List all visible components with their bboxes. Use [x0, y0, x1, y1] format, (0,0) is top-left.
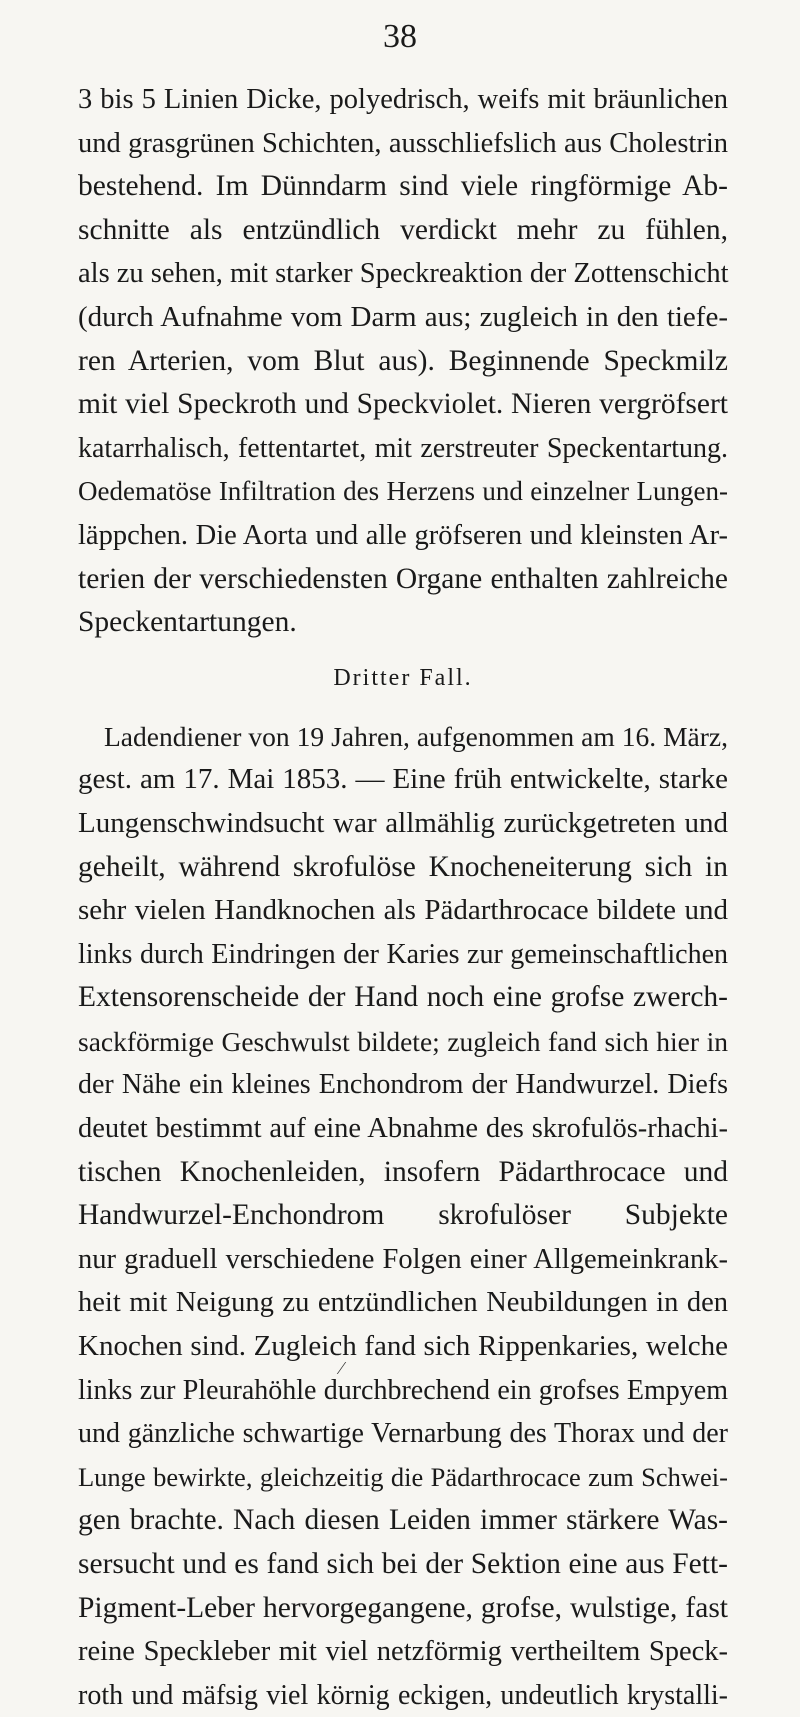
- text-line: reine Speckleber mit viel netzförmig vertheiltem Speck-: [78, 1636, 728, 1668]
- text-line: Extensorenscheide der Hand noch eine grofse zwerch-: [78, 981, 728, 1014]
- text-line: gest. am 17. Mai 1853. — Eine früh entwickelte, starke: [78, 763, 728, 796]
- text-line: katarrhalisch, fettentartet, mit zerstreuter Speckentartung.: [78, 432, 728, 464]
- text-line: tischen Knochenleiden, insofern Pädarthrocace und: [78, 1155, 728, 1188]
- text-line: mit viel Speckroth und Speckviolet. Nieren vergröfsert: [78, 388, 728, 421]
- text-line: links durch Eindringen der Karies zur gemeinschaftlichen: [78, 938, 728, 970]
- text-line: links zur Pleurahöhle durchbrechend ein grofses Empyem: [78, 1374, 728, 1406]
- text-line: nur graduell verschiedene Folgen einer Allgemeinkrank-: [78, 1243, 728, 1275]
- text-line: der Nähe ein kleines Enchondrom der Handwurzel. Diefs: [78, 1069, 728, 1101]
- body-text: [78, 78, 728, 1717]
- text-line: geheilt, während skrofulöse Knocheneiterung sich in: [78, 850, 728, 883]
- text-line: Pigment-Leber hervorgegangene, grofse, wulstige, fast: [78, 1591, 728, 1624]
- text-line: Oedematöse Infiltration des Herzens und einzelner Lungen-: [78, 476, 728, 507]
- text-line: sersucht und es fand sich bei der Sektion eine aus Fett-: [78, 1548, 728, 1580]
- text-line: Lungenschwindsucht war allmählig zurückgetreten und: [78, 806, 728, 839]
- text-line: und grasgrünen Schichten, ausschliefslich aus Cholestrin: [78, 127, 728, 159]
- text-line: ren Arterien, vom Blut aus). Beginnende Speckmilz: [78, 344, 728, 377]
- text-line: heit mit Neigung zu entzündlichen Neubildungen in den: [78, 1287, 728, 1319]
- text-line: Ladendiener von 19 Jahren, aufgenommen am 16. März,: [104, 720, 728, 752]
- text-line: deutet bestimmt auf eine Abnahme des skrofulös-rhachi-: [78, 1113, 728, 1145]
- text-line: Speckentartungen.: [78, 606, 297, 639]
- text-line: sehr vielen Handknochen als Pädarthrocace bildete und: [78, 894, 728, 927]
- text-line: läppchen. Die Aorta und alle gröfseren und kleinsten Ar-: [78, 519, 728, 551]
- stray-mark: ⁄: [340, 1358, 344, 1378]
- paragraph-2: [78, 715, 728, 1717]
- text-line: bestehend. Im Dünndarm sind viele ringförmige Ab-: [78, 170, 728, 203]
- text-line: Knochen sind. Zugleich fand sich Rippenkaries, welche: [78, 1330, 728, 1363]
- paragraph-1: [78, 78, 728, 645]
- text-line: schnitte als entzündlich verdickt mehr zu fühlen,: [78, 213, 728, 246]
- text-line: terien der verschiedensten Organe enthalten zahlreiche: [78, 562, 728, 595]
- text-line: und gänzliche schwartige Vernarbung des Thorax und der: [78, 1418, 728, 1450]
- text-line: als zu sehen, mit starker Speckreaktion der Zottenschicht: [78, 258, 729, 290]
- text-line: gen brachte. Nach diesen Leiden immer stärkere Was-: [78, 1504, 728, 1537]
- section-heading: Dritter Fall.: [333, 664, 473, 691]
- page-number: 38: [383, 18, 417, 55]
- text-line: roth und mäfsig viel körnig eckigen, undeutlich krystalli-: [78, 1679, 728, 1711]
- text-line: (durch Aufnahme vom Darm aus; zugleich in den tiefe-: [78, 300, 728, 333]
- text-line: Lunge bewirkte, gleichzeitig die Pädarthrocace zum Schwei-: [78, 1461, 728, 1492]
- text-line: sackförmige Geschwulst bildete; zugleich fand sich hier in: [78, 1025, 728, 1057]
- text-line: Handwurzel-Enchondrom skrofulöser Subjekte: [78, 1199, 728, 1232]
- text-line: 3 bis 5 Linien Dicke, polyedrisch, weifs mit bräunlichen: [78, 84, 728, 115]
